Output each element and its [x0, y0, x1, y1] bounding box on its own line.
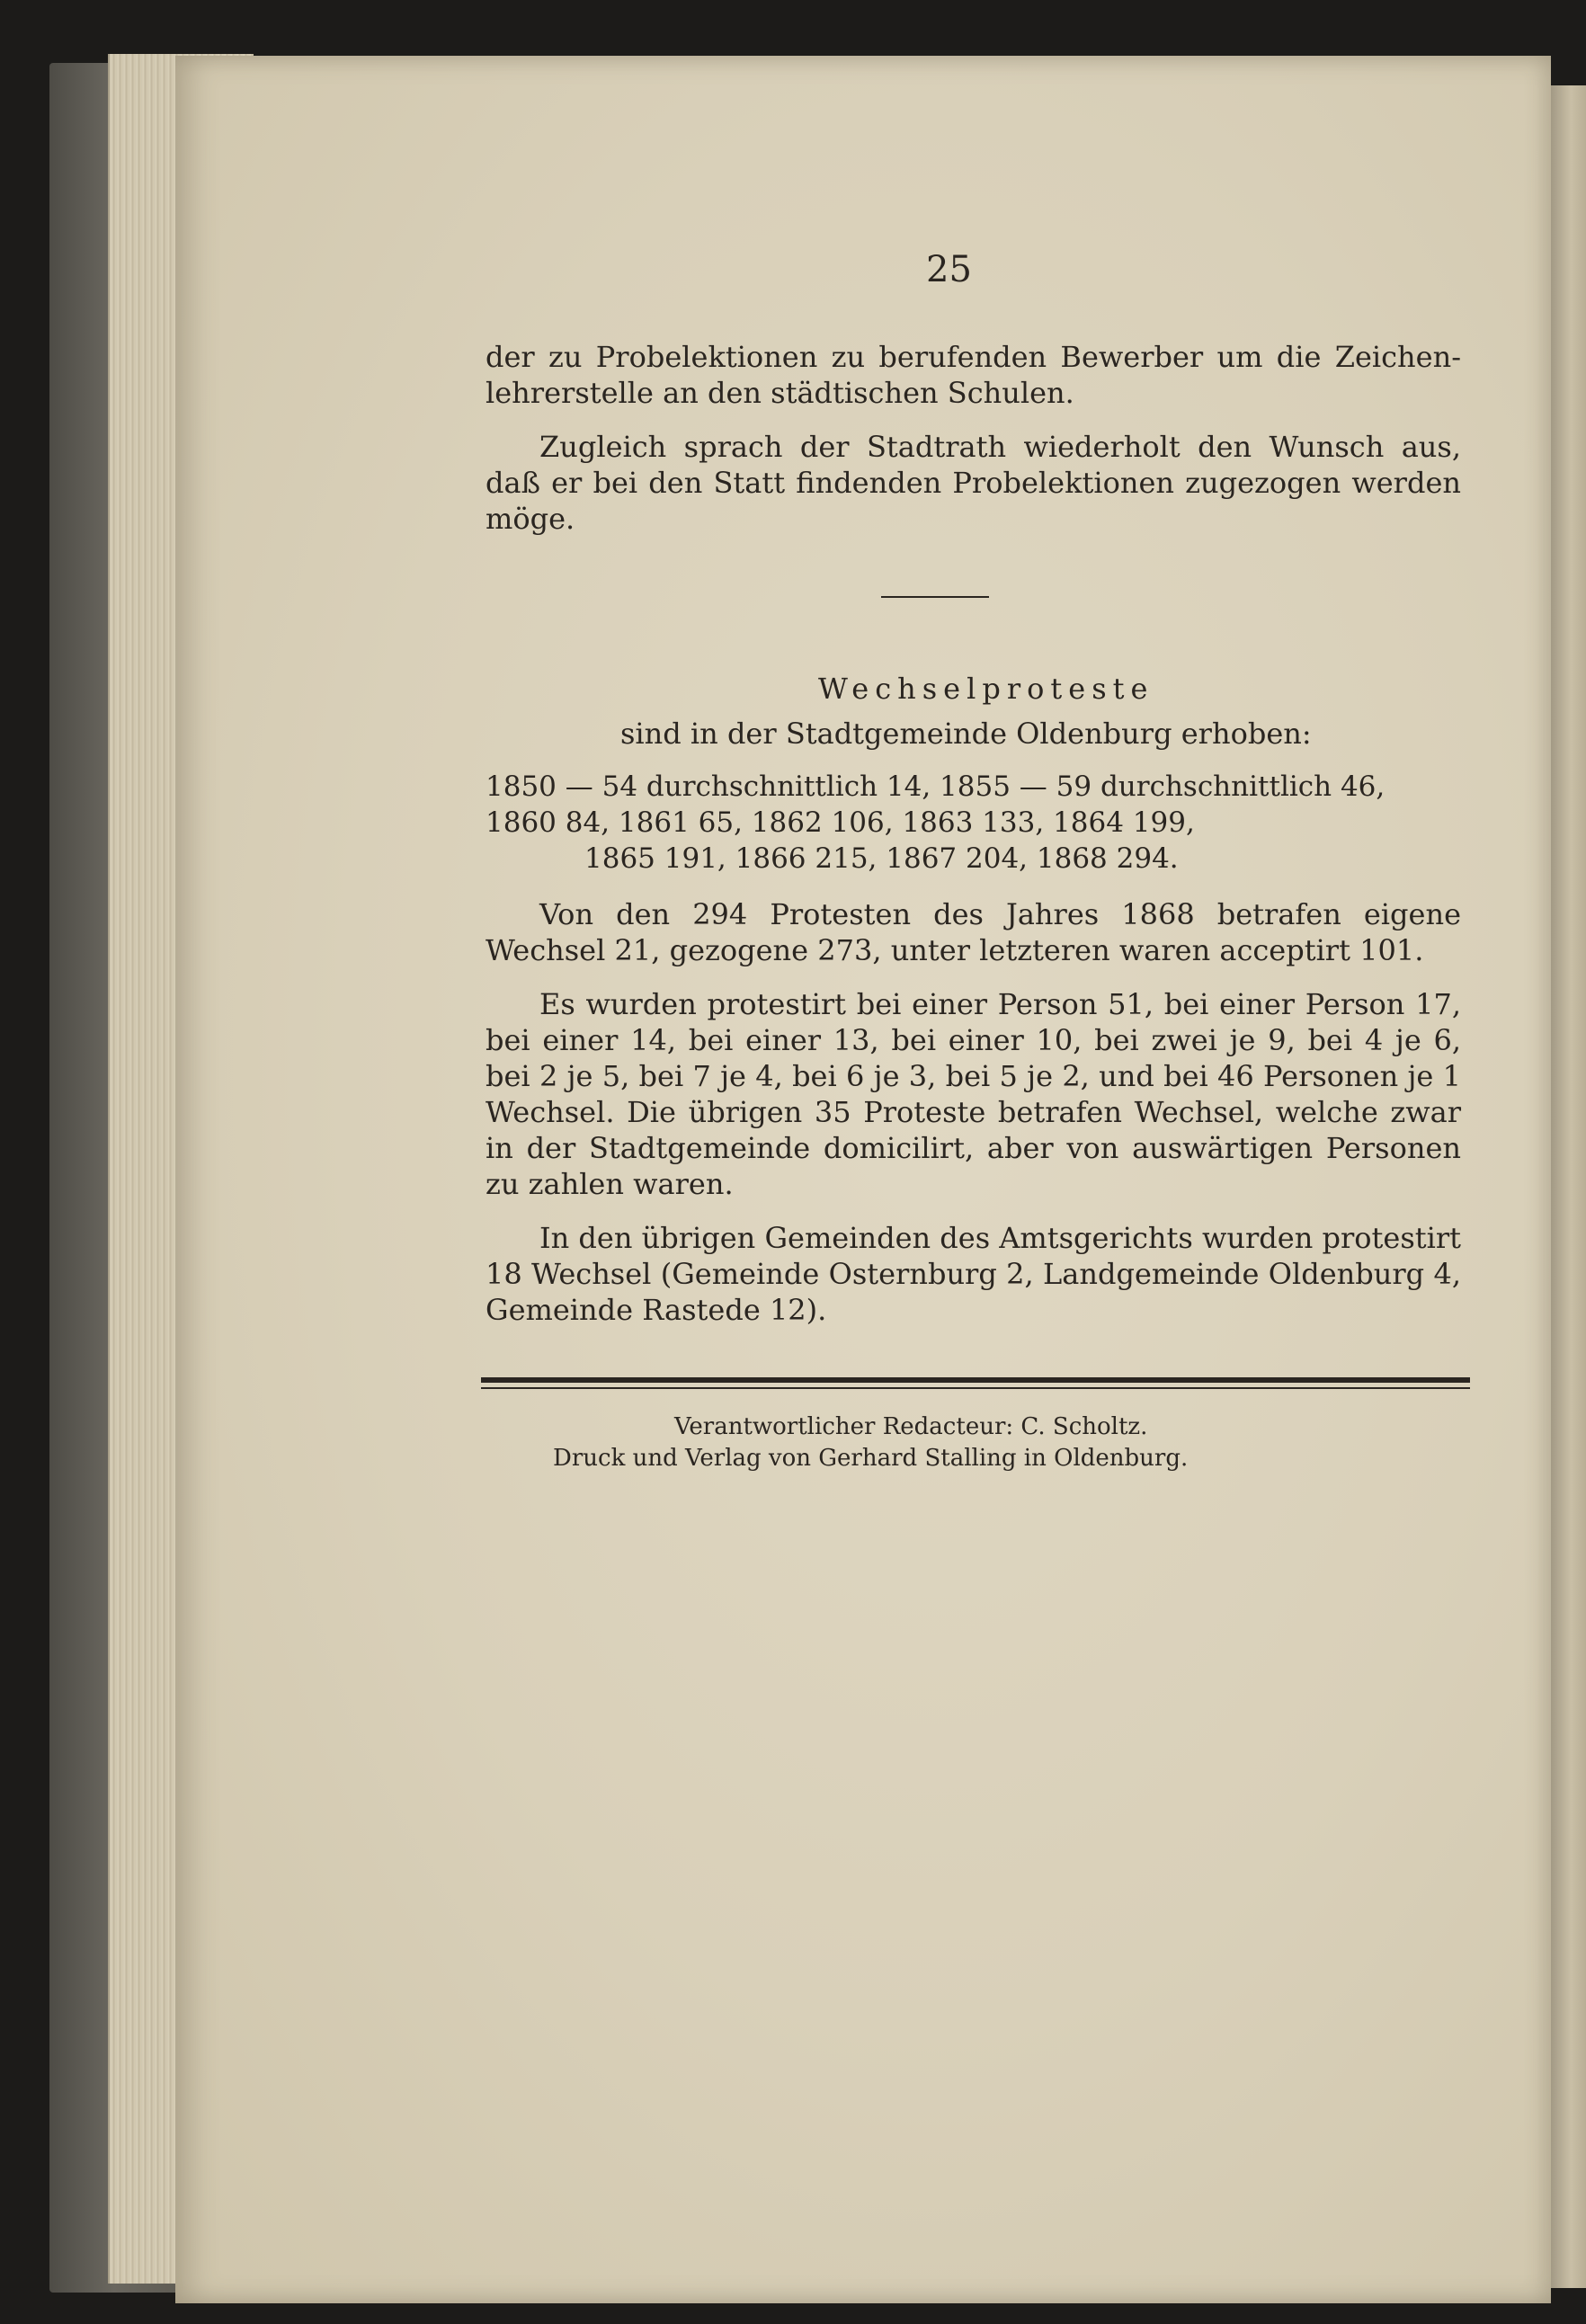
paragraph: Es wurden protestirt bei einer Person 51, bei einer Person 17, bei einer 14, bei einer 13, bei einer 10, bei zwei je 9, bei 4 je 6, bei 2 je 5, bei 7 je 4, bei 6 je 3, bei 5 je 2, und bei 46 Personen je 1 Wechsel. Die übrigen 35 Proteste betrafen Wechsel, welche zwar in der Stadtgemeinde domicilirt, aber von auswärtigen Personen zu zahlen waren.	[486, 987, 1461, 1201]
paragraph: Zugleich sprach der Stadtrath wiederholt den Wunsch aus, daß er bei den Statt findenden Probelektionen zugezogen werden möge.	[486, 430, 1461, 536]
page	[175, 56, 1551, 2303]
footer-editor: Verantwortlicher Redacteur: C. Scholtz.	[674, 1413, 1148, 1440]
footer-rule-thick	[481, 1377, 1470, 1383]
section-intro: sind in der Stadtgemeinde Oldenburg erhoben:	[620, 717, 1312, 751]
paragraph: Von den 294 Protesten des Jahres 1868 betrafen eigene Wechsel 21, gezogene 273, unter letzteren waren acceptirt 101.	[486, 897, 1461, 967]
footer-rule-thin	[481, 1387, 1470, 1389]
footer-printer: Druck und Verlag von Gerhard Stalling in Oldenburg.	[553, 1445, 1189, 1472]
stats-line: 1865 191, 1866 215, 1867 204, 1868 294.	[584, 842, 1179, 875]
stats-line: 1850 — 54 durchschnittlich 14, 1855 — 59 durchschnittlich 46,	[486, 770, 1386, 803]
separator-line	[881, 596, 989, 598]
page-number: 25	[926, 249, 972, 290]
next-page-edge	[1548, 85, 1586, 2288]
paragraph: In den übrigen Gemeinden des Amtsgerichts wurden protestirt 18 Wechsel (Gemeinde Osternburg 2, Landgemeinde Oldenburg 4, Gemeinde Rastede 12).	[486, 1221, 1461, 1327]
paragraph: der zu Probelektionen zu berufenden Bewerber um die Zeichen-lehrerstelle an den städtischen Schulen.	[486, 340, 1461, 410]
stats-line: 1860 84, 1861 65, 1862 106, 1863 133, 1864 199,	[486, 806, 1195, 839]
section-title: Wechselproteste	[818, 672, 1154, 706]
